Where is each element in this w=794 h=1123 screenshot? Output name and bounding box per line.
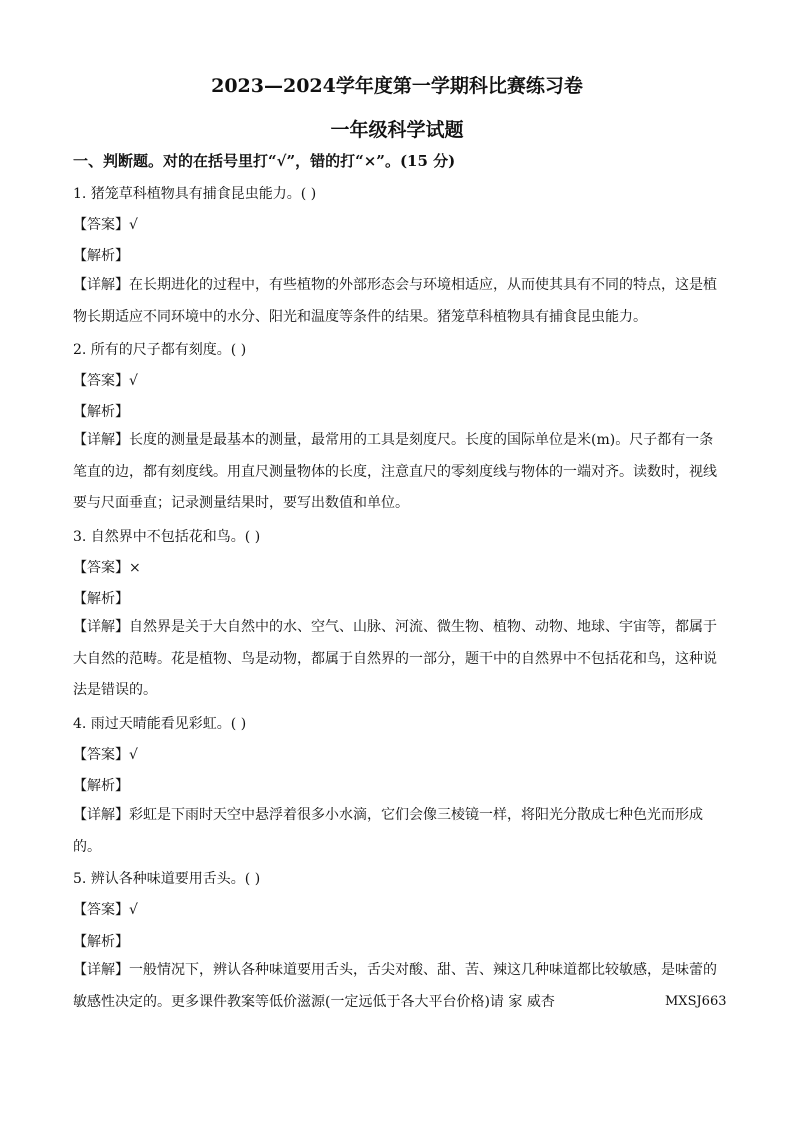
- answer-4: 【答案】√: [73, 747, 138, 763]
- detail-1: 【详解】在长期进化的过程中，有些植物的外部形态会与环境相适应，从而使其具有不同的特点，这是植物长期适应不同环境中的水分、阳光和温度等条件的结果。猪笼草科植物具有捕食昆虫能力。: [73, 277, 717, 325]
- answer-2: 【答案】√: [73, 373, 138, 389]
- page-subtitle: 一年级科学试题: [330, 119, 464, 141]
- question-5: 5. 辨认各种味道要用舌头。( ): [73, 871, 261, 887]
- analysis-1: 【解析】: [73, 248, 129, 264]
- answer-5: 【答案】√: [73, 902, 138, 918]
- question-3: 3. 自然界中不包括花和鸟。( ): [73, 529, 261, 545]
- analysis-4: 【解析】: [73, 778, 129, 794]
- analysis-3: 【解析】: [73, 591, 129, 607]
- detail-5: 【详解】一般情况下，辨认各种味道要用舌头，舌尖对酸、甜、苦、辣这几种味道都比较敏感，是味蕾的敏感性决定的。更多课件教案等低价滋源(一定远低于各大平台价格)请 家 威杏: [73, 962, 717, 1010]
- section-heading: 一、判断题。对的在括号里打“√”，错的打“×”。(15 分): [73, 152, 456, 170]
- watermark-code: MXSJ663: [665, 994, 727, 1009]
- question-1: 1. 猪笼草科植物具有捕食昆虫能力。( ): [73, 186, 317, 202]
- analysis-5: 【解析】: [73, 934, 129, 950]
- page-title: 2023—2024学年度第一学期科比赛练习卷: [211, 75, 583, 97]
- question-2: 2. 所有的尺子都有刻度。( ): [73, 342, 247, 358]
- detail-3: 【详解】自然界是关于大自然中的水、空气、山脉、河流、微生物、植物、动物、地球、宇宙等，都属于大自然的范畴。花是植物、鸟是动物，都属于自然界的一部分，题干中的自然界中不包括花和鸟，这种说法是错误的。: [73, 619, 717, 698]
- answer-3: 【答案】×: [73, 560, 141, 576]
- detail-4: 【详解】彩虹是下雨时天空中悬浮着很多小水滴，它们会像三棱镜一样，将阳光分散成七种色光而形成的。: [73, 807, 703, 855]
- detail-2: 【详解】长度的测量是最基本的测量，最常用的工具是刻度尺。长度的国际单位是米(m)。尺子都有一条笔直的边，都有刻度线。用直尺测量物体的长度，注意直尺的零刻度线与物体的一端对齐。读数时，视线要与尺面垂直；记录测量结果时，要写出数值和单位。: [73, 432, 717, 511]
- question-4: 4. 雨过天晴能看见彩虹。( ): [73, 716, 247, 732]
- analysis-2: 【解析】: [73, 404, 129, 420]
- answer-1: 【答案】√: [73, 217, 138, 233]
